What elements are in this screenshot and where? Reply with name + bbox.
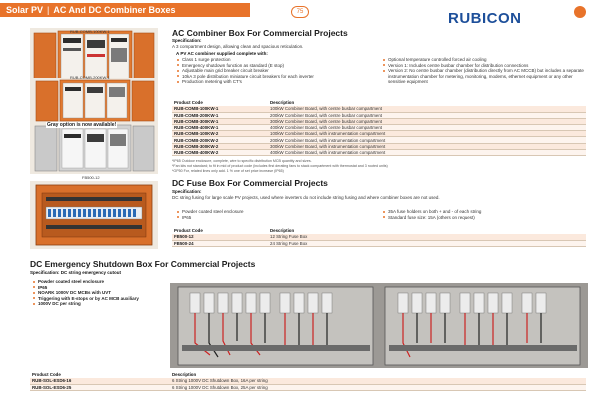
list-item: 10kA 3 pole distribution miniature circuit breakers for each inverter	[176, 74, 371, 80]
fuse-box-image	[30, 181, 158, 249]
description-cell: 300kW Combiner Board, with instrumentation compartment	[268, 143, 586, 149]
ac-note-3: *GP50 For, related lines only add. 1 % one of set price increase (IP65)	[172, 169, 284, 173]
description-cell: 12 String Fuse Box	[268, 234, 586, 240]
description-cell: 400kW Combiner Board, with centre busbar compartment	[268, 125, 586, 131]
col-description: Description	[172, 372, 197, 377]
header-category: Solar PV	[6, 5, 44, 15]
list-item: Standard fuse size: 15A (others on request)	[382, 215, 587, 221]
list-item: Triggering with E-stops or by AC MCB auxiliary	[32, 296, 160, 302]
product-code-cell: RUB-COMB-400KW-2	[172, 149, 268, 155]
esd-product-table	[30, 372, 586, 391]
list-item: Version 2: No centre busbar chamber (distribution directly from AC MCCB) but includes a separate instrumentation chamber for metering, monitoring, modems, ethernet equipment or any other sensitive equipment	[382, 68, 587, 85]
dc-bullets-right	[382, 209, 587, 220]
product-code-cell: RUB-COMB-400KW-1	[172, 125, 268, 131]
ac-section-title: AC Combiner Box For Commercial Projects	[172, 28, 348, 38]
list-item: 35A fuse holders on both + and - of each string	[382, 209, 587, 215]
page-header	[0, 0, 600, 26]
list-item: Emergency shutdown function as standard (E stop)	[176, 63, 371, 69]
description-cell: 200kW Combiner Board, with centre busbar compartment	[268, 112, 586, 118]
table-row	[172, 240, 586, 246]
list-item: NOARK 1000V DC MCBs with UVT	[32, 290, 160, 296]
ac-bullets-right	[382, 57, 587, 85]
product-code-cell: RUB-COMB-100KW-2	[172, 131, 268, 137]
ac-note-2: *Fan kits not standard; to fit in mid of product code (includes first derating fans to stack compartment with thermostat and 3 rooted units)	[172, 164, 388, 168]
dc-spec-label: Specification:	[172, 189, 202, 194]
cabinet-caption-1: RUB-COMB-100KW-1	[70, 29, 110, 34]
product-code-cell: RUB-SOL-ESD6-25	[30, 384, 170, 390]
col-description: Description	[270, 228, 295, 233]
esd-section-title: DC Emergency Shutdown Box For Commercial Projects	[30, 259, 256, 269]
ac-spec-text: A 3 compartment design, allowing clean and spacious reticulation.	[172, 43, 304, 49]
description-cell: 400kW Combiner Board, with instrumentation compartment	[268, 149, 586, 155]
list-item: Version 1: Includes centre busbar chamber for distribution connections	[382, 63, 587, 69]
header-section: AC And DC Combiner Boxes	[53, 5, 176, 15]
list-item: Optional temperature controlled forced air cooling	[382, 57, 587, 63]
description-cell: 100kW Combiner Board, with centre busbar compartment	[268, 106, 586, 112]
list-item: Production metering with CT's	[176, 79, 371, 85]
description-cell: 24 String Fuse Box	[268, 240, 586, 246]
list-item: Powder coated steel enclosure	[32, 279, 160, 285]
dc-section-title: DC Fuse Box For Commercial Projects	[172, 178, 328, 188]
esd-wiring-photo	[170, 283, 588, 368]
list-item: Powder coated steel enclosure	[176, 209, 371, 215]
dc-spec	[172, 189, 582, 200]
product-code-cell: FB500-12	[172, 234, 268, 240]
list-item: 1000V DC per string	[32, 301, 160, 307]
table-row	[30, 384, 586, 390]
dc-spec-text: DC string fusing for large scale PV projects, used where inverters do not include string fusing and where combiner boxes are not used.	[172, 194, 440, 200]
gray-option-note: Gray option is now available!	[47, 122, 117, 128]
col-product-code: Product Code	[174, 100, 203, 105]
ac-spec	[172, 38, 582, 49]
cabinet-caption-2: RUB-COMB-200KW-1	[70, 75, 110, 80]
ac-spec-label: Specification:	[172, 38, 202, 43]
brand-name: RUBICON	[448, 10, 522, 27]
esd-bullets	[32, 279, 160, 307]
ac-complete-label-text: A PV AC combiner supplied complete with:	[176, 51, 268, 56]
dc-product-table	[172, 228, 586, 247]
product-code-cell: RUB-COMB-200KW-2	[172, 137, 268, 143]
col-description: Description	[270, 100, 295, 105]
product-code-cell: RUB-COMB-200KW-1	[172, 112, 268, 118]
cabinet-image-2	[30, 78, 158, 123]
list-item: Class 1 surge protection	[176, 57, 371, 63]
description-cell: 6 String 1000V DC Shutdown Box, 16A per string	[170, 378, 586, 384]
ac-complete-label	[176, 51, 268, 57]
ac-note-1: *IP65 Outdoor enclosure, complete, wire to specific distribution MCB quantity and sizes.	[172, 159, 312, 163]
description-cell: 300kW Combiner Board, with centre busbar compartment	[268, 118, 586, 124]
cabinet-image-gray	[30, 122, 158, 174]
product-code-cell: FB500-24	[172, 240, 268, 246]
description-cell: 100kW Combiner Board, with instrumentation compartment	[268, 131, 586, 137]
ac-bullets-left	[176, 57, 371, 85]
table-row	[172, 149, 586, 155]
esd-spec	[30, 270, 121, 276]
ac-product-table	[172, 100, 586, 156]
product-code-cell: RUB-COMB-300KW-2	[172, 143, 268, 149]
product-code-cell: RUB-COMB-300KW-1	[172, 118, 268, 124]
list-item: IP65	[32, 285, 160, 291]
page-number: 75	[291, 6, 309, 18]
fuse-box-caption: FB500-12	[82, 175, 100, 180]
list-item: IP65	[176, 215, 371, 221]
product-code-cell: RUB-SOL-ESD6-16	[30, 378, 170, 384]
description-cell: 200kW Combiner Board, with instrumentation compartment	[268, 137, 586, 143]
brand-logo	[448, 6, 588, 26]
product-code-cell: RUB-COMB-100KW-1	[172, 106, 268, 112]
dc-bullets-left	[176, 209, 371, 220]
col-product-code: Product Code	[32, 372, 61, 377]
description-cell: 6 String 1000V DC Shutdown Box, 25A per string	[170, 384, 586, 390]
col-product-code: Product Code	[174, 228, 203, 233]
list-item: Adjustable main grid breaker circuit breaker	[176, 68, 371, 74]
brand-mark-icon	[574, 6, 586, 18]
esd-spec-label: Specification: DC string emergency cutout	[30, 270, 122, 275]
header-title: Solar PV | AC And DC Combiner Boxes	[6, 5, 176, 15]
